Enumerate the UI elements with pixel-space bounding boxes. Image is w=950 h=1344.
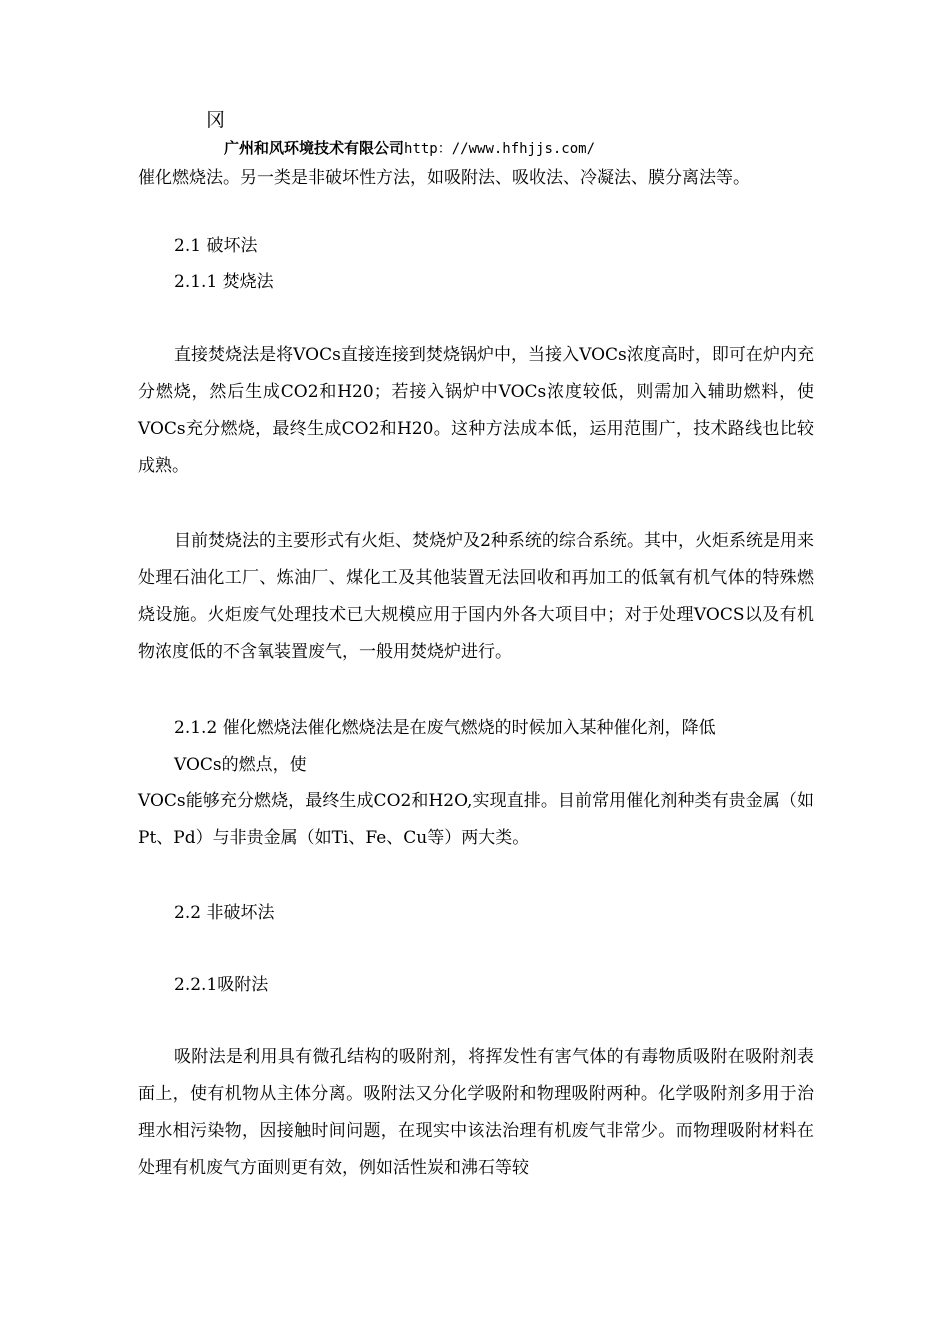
heading-2-2-1: 2.2.1吸附法 — [174, 975, 269, 995]
header-url: http：//www.hfhjjs.com/ — [404, 141, 596, 157]
heading-2-1-2-continued: VOCs的燃点，使 — [174, 755, 307, 775]
paragraph-direct-incineration: 直接焚烧法是将VOCs直接连接到焚烧锅炉中，当接入VOCs浓度高时，即可在炉内充分燃烧，然后生成CO2和H20；若接入锅炉中VOCs浓度较低，则需加入辅助燃料，使VOCs充分燃烧，最终生成CO2和H20。这种方法成本低，运用范围广，技术路线也比较成熟。 — [138, 345, 814, 476]
heading-2-1-2: 2.1.2 催化燃烧法催化燃烧法是在废气燃烧的时候加入某种催化剂，降低 — [174, 718, 716, 738]
header-line — [224, 138, 595, 159]
header-logo-mark: 冈 — [206, 109, 226, 131]
paragraph-adsorption: 吸附法是利用具有微孔结构的吸附剂，将挥发性有害气体的有毒物质吸附在吸附剂表面上，使有机物从主体分离。吸附法又分化学吸附和物理吸附两种。化学吸附剂多用于治理水相污染物，因接触时间问题，在现实中该法治理有机废气非常少。而物理吸附材料在处理有机废气方面则更有效，例如活性炭和沸石等较 — [138, 1047, 814, 1178]
header-company-name: 广州和风环境技术有限公司 — [224, 139, 405, 157]
paragraph-catalytic: VOCs能够充分燃烧，最终生成CO2和H2O,实现直排。目前常用催化剂种类有贵金属（如Pt、Pd）与非贵金属（如Ti、Fe、Cu等）两大类。 — [138, 791, 814, 848]
heading-2-1: 2.1 破坏法 — [174, 236, 258, 256]
intro-line: 催化燃烧法。另一类是非破坏性方法，如吸附法、吸收法、冷凝法、膜分离法等。 — [138, 168, 750, 188]
heading-2-2: 2.2 非破坏法 — [174, 903, 275, 923]
paragraph-incineration-forms: 目前焚烧法的主要形式有火炬、焚烧炉及2种系统的综合系统。其中，火炬系统是用来处理石油化工厂、炼油厂、煤化工及其他装置无法回收和再加工的低氧有机气体的特殊燃烧设施。火炬废气处理技术已大规模应用于国内外各大项目中；对于处理VOCS以及有机物浓度低的不含氧装置废气，一般用焚烧炉进行。 — [138, 531, 814, 662]
heading-2-1-1: 2.1.1 焚烧法 — [174, 272, 274, 292]
